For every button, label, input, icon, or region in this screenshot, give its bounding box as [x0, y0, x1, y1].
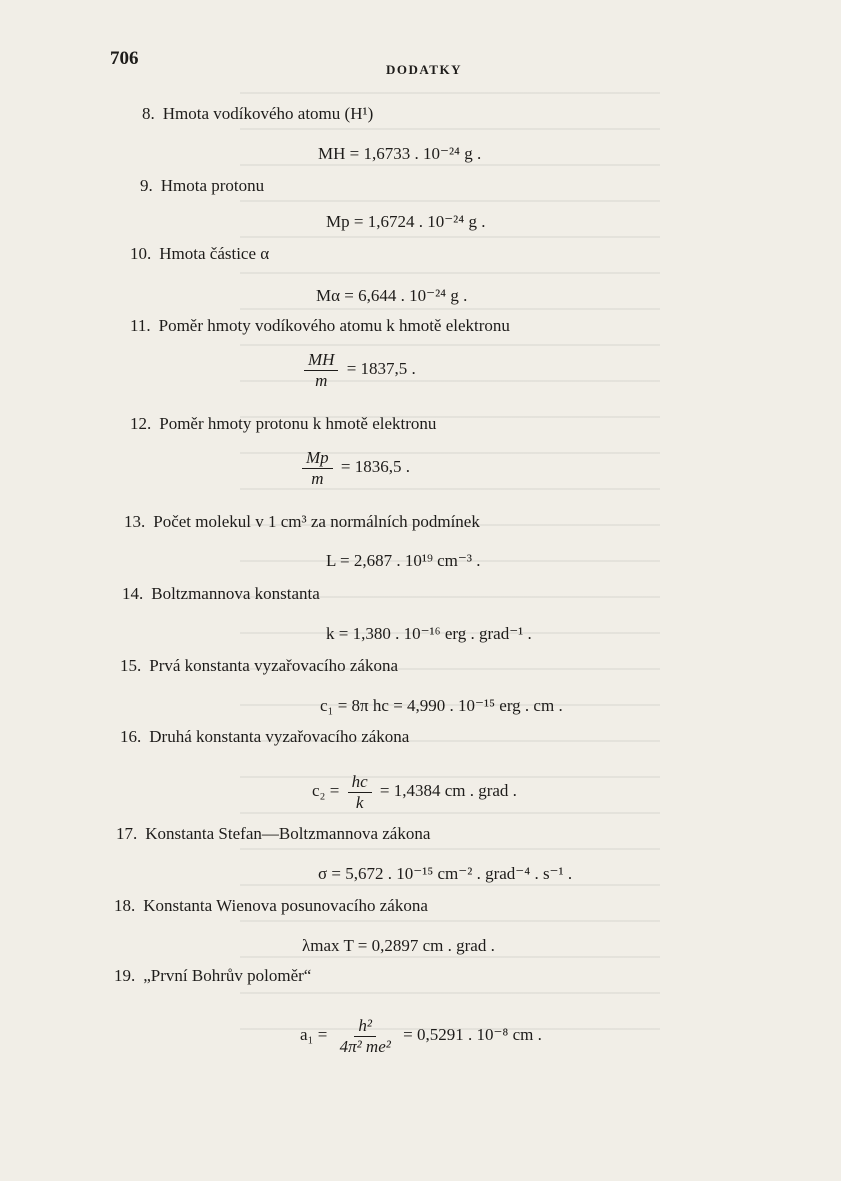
equation-15: c₁ = 8π hc = 4,990 . 10⁻¹⁵ erg . cm .: [320, 696, 563, 715]
entry-number: 19.: [114, 966, 136, 985]
entry-8: [142, 104, 373, 124]
equation-11: [300, 350, 416, 390]
running-head: DODATKY: [386, 62, 462, 77]
entry-number: 8.: [142, 104, 155, 123]
entry-14: [122, 584, 320, 604]
entry-label: Konstanta Wienova posunovacího zákona: [143, 896, 428, 915]
equation-17: σ = 5,672 . 10⁻¹⁵ cm⁻² . grad⁻⁴ . s⁻¹ .: [318, 864, 573, 883]
equation-9: Mp = 1,6724 . 10⁻²⁴ g .: [326, 212, 486, 231]
equation-19: [300, 1016, 542, 1056]
entry-label: Boltzmannova konstanta: [151, 584, 320, 603]
fraction: $\frac{MH}{m}$: [304, 350, 338, 390]
page-number: 706: [110, 48, 139, 69]
equation-rhs: = 1836,5 .: [340, 456, 411, 476]
entry-number: 14.: [122, 584, 144, 603]
entry-label: Hmota vodíkového atomu (H¹): [162, 104, 374, 123]
entry-9: [140, 176, 264, 196]
entry-label: Hmota částice α: [159, 244, 270, 263]
entry-label: Poměr hmoty protonu k hmotě elektronu: [159, 414, 437, 433]
entry-10: [130, 244, 269, 264]
entry-17: [116, 824, 430, 844]
entry-12: [130, 414, 436, 434]
equation-rhs: = 1837,5 .: [346, 358, 416, 378]
equation-lhs: a₁ =: [300, 1024, 328, 1044]
entry-number: 9.: [140, 176, 153, 195]
entry-number: 15.: [120, 656, 142, 675]
equation-12: [298, 448, 410, 488]
fraction: $\frac{hc}{k}$: [348, 772, 372, 812]
entry-label: Druhá konstanta vyzařovacího zákona: [149, 727, 410, 746]
entry-number: 12.: [130, 414, 152, 433]
entry-label: Poměr hmoty vodíkového atomu k hmotě elektronu: [158, 316, 510, 335]
equation-13: L = 2,687 . 10¹⁹ cm⁻³ .: [326, 551, 481, 570]
equation-10: Mα = 6,644 . 10⁻²⁴ g .: [316, 286, 468, 305]
entry-label: Konstanta Stefan—Boltzmannova zákona: [145, 824, 431, 843]
entry-number: 17.: [116, 824, 138, 843]
entry-number: 11.: [130, 316, 151, 335]
equation-14: k = 1,380 . 10⁻¹⁶ erg . grad⁻¹ .: [326, 624, 532, 643]
entry-number: 16.: [120, 727, 142, 746]
entry-number: 13.: [124, 512, 146, 531]
equation-8: MH = 1,6733 . 10⁻²⁴ g .: [318, 144, 482, 163]
entry-16: [120, 727, 409, 747]
entry-label: „První Bohrův poloměr“: [143, 966, 312, 985]
fraction: $\frac{\text{h²}}{\text{4π² me²}}$: [339, 1016, 391, 1056]
equation-rhs: = 1,4384 cm . grad .: [379, 780, 517, 800]
fraction: $\frac{Mp}{m}$: [302, 448, 333, 488]
entry-13: [124, 512, 480, 532]
equation-lhs: c₂ =: [312, 780, 340, 800]
entry-19: [114, 966, 311, 986]
entry-label: Hmota protonu: [160, 176, 265, 195]
entry-number: 10.: [130, 244, 152, 263]
equation-rhs: = 0,5291 . 10⁻⁸ cm .: [403, 1024, 542, 1044]
equation-16: [312, 772, 517, 812]
entry-label: Počet molekul v 1 cm³ za normálních podmínek: [153, 512, 480, 531]
entry-label: Prvá konstanta vyzařovacího zákona: [149, 656, 399, 675]
entry-number: 18.: [114, 896, 136, 915]
entry-11: [130, 316, 510, 336]
entry-18: [114, 896, 428, 916]
equation-18: λmax T = 0,2897 cm . grad .: [302, 936, 495, 955]
entry-15: [120, 656, 398, 676]
